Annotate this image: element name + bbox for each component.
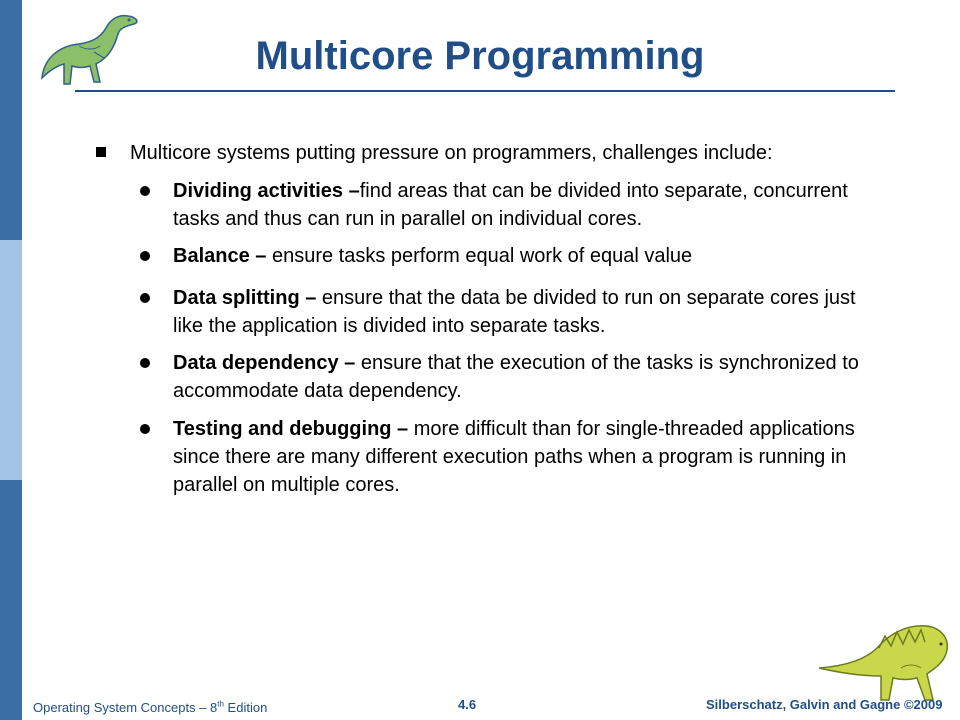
title-underline	[75, 90, 895, 92]
footer-copyright: Silberschatz, Galvin and Gagne ©2009	[706, 697, 943, 712]
bullet-text: ensure that the data be divided to run on separate cores just like the application is divided into separate tasks.	[173, 287, 856, 337]
round-bullet-icon	[140, 186, 150, 196]
sidebar-light-segment	[0, 240, 22, 480]
round-bullet-icon	[140, 251, 150, 261]
footer-edition-text: Edition	[223, 700, 268, 715]
bullet-term: Data dependency –	[173, 352, 356, 374]
bullet-text: ensure that the execution of the tasks is synchronized to accommodate data dependency.	[173, 352, 859, 402]
bullet-term: Dividing activities –	[173, 180, 360, 202]
left-sidebar-band	[0, 0, 22, 720]
slide-title: Multicore Programming	[255, 34, 705, 78]
round-bullet-icon	[140, 424, 150, 434]
round-bullet-icon	[140, 293, 150, 303]
bullet-term: Balance –	[173, 245, 267, 267]
page-number: 4.6	[458, 697, 477, 712]
bullet-text: more difficult than for single-threaded applications since there are many different execution paths when a program is running in parallel on multiple cores.	[173, 418, 855, 496]
bullet-text: find areas that can be divided into separate, concurrent tasks and thus can run in parallel on individual cores.	[173, 180, 848, 230]
bullet-term: Testing and debugging –	[173, 418, 409, 440]
footer-title-text: Operating System Concepts – 8	[33, 700, 218, 715]
bullet-text: ensure tasks perform equal work of equal value	[266, 245, 693, 267]
square-bullet-icon	[96, 147, 106, 157]
bullet-term: Data splitting –	[173, 287, 317, 309]
round-bullet-icon	[140, 358, 150, 368]
main-bullet-text: Multicore systems putting pressure on programmers, challenges include:	[130, 142, 773, 164]
dinosaur-icon	[815, 608, 955, 704]
footer-book-title	[33, 700, 267, 715]
footer-edition-sup: th	[217, 699, 224, 709]
